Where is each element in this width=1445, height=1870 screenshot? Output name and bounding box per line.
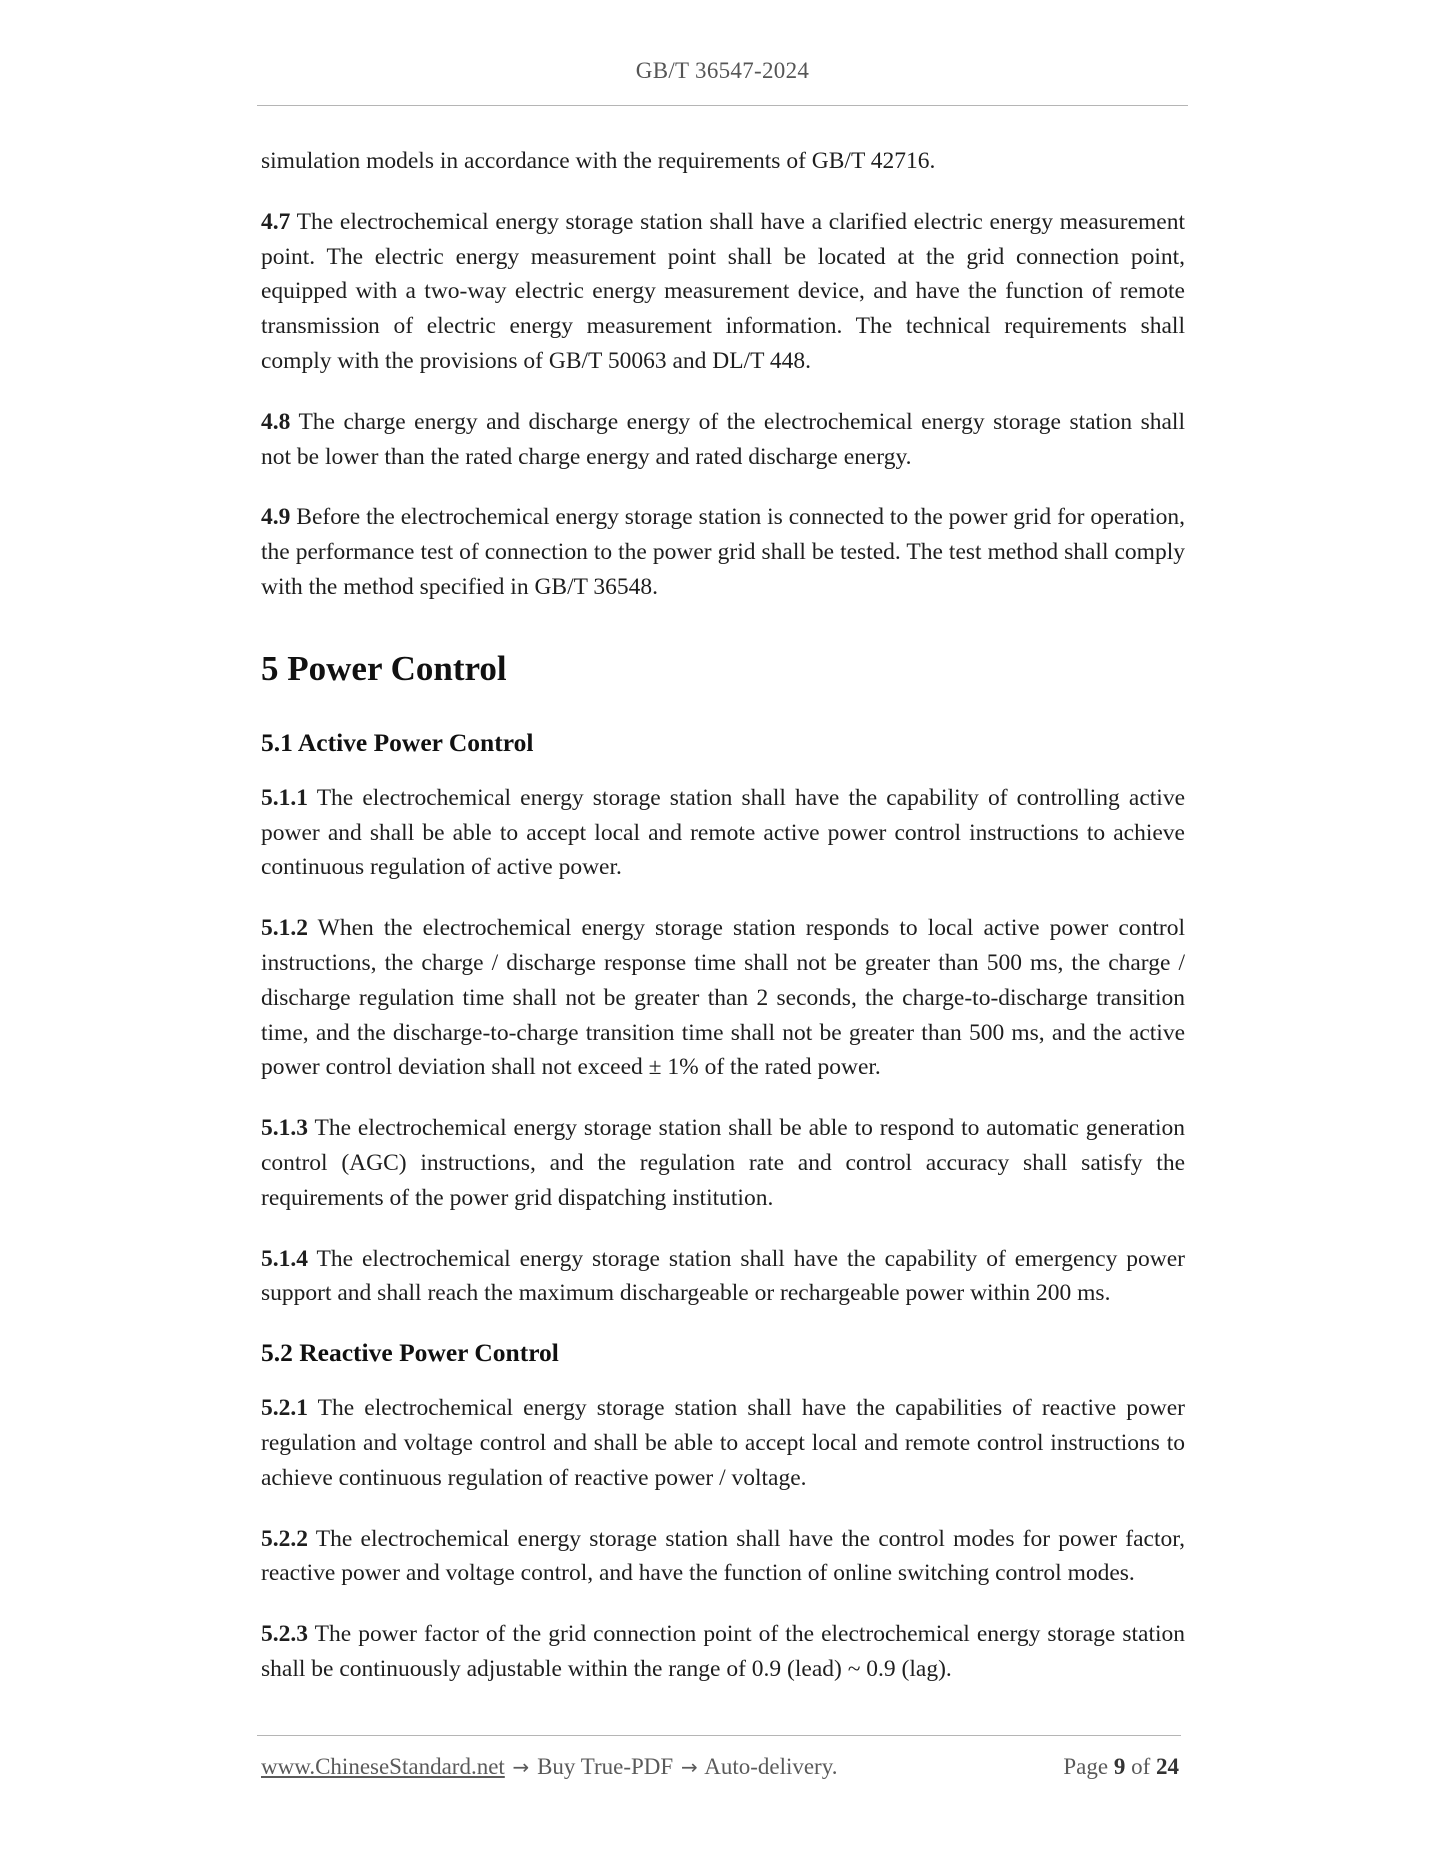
clause-number: 4.7 xyxy=(261,208,291,235)
of-label: of xyxy=(1131,1754,1151,1779)
clause-5-2-2 xyxy=(261,1522,1185,1592)
intro-text: simulation models in accordance with the requirements of GB/T 42716. xyxy=(261,148,936,174)
clause-5-1-4 xyxy=(261,1242,1185,1312)
buy-true-pdf-text: Buy True-PDF xyxy=(537,1754,674,1779)
footer-divider xyxy=(257,1735,1181,1736)
subsection-title-active-power: 5.1 Active Power Control xyxy=(261,727,534,757)
clause-number: 5.2.1 xyxy=(261,1395,308,1422)
intro-paragraph xyxy=(261,144,1185,179)
chinesestandard-link[interactable]: www.ChineseStandard.net xyxy=(261,1754,505,1779)
clause-5-1-2 xyxy=(261,911,1185,1085)
clause-number: 5.2.2 xyxy=(261,1525,308,1552)
clause-5-1-3 xyxy=(261,1111,1185,1215)
clause-4-8 xyxy=(261,405,1185,475)
page-content xyxy=(261,144,1185,1713)
header-doc-code: GB/T 36547-2024 xyxy=(635,58,810,83)
page-indicator xyxy=(1063,1754,1179,1780)
page-label: Page xyxy=(1063,1754,1109,1779)
clause-4-7 xyxy=(261,205,1185,379)
clause-text: The electrochemical energy storage station shall have the capability of emergency power support and shall reach the maximum dischargeable or rechargeable power within 200 ms. xyxy=(261,1245,1185,1307)
footer-left xyxy=(261,1754,837,1780)
auto-delivery-text: Auto-delivery. xyxy=(704,1754,838,1779)
clause-5-1-1 xyxy=(261,781,1185,885)
arrow-right-icon: → xyxy=(512,1755,530,1779)
clause-number: 5.1.1 xyxy=(261,784,308,811)
clause-number: 5.1.3 xyxy=(261,1115,308,1142)
clause-text: The electrochemical energy storage station shall have the capabilities of reactive power regulation and voltage control and shall be able to accept local and remote control instructions to achieve continuous regulation of reactive power / voltage. xyxy=(261,1395,1186,1491)
clause-text: The electrochemical energy storage station shall be able to respond to automatic generation control (AGC) instructions, and the regulation rate and control accuracy shall satisfy the requirements of the power grid dispatching institution. xyxy=(261,1115,1185,1211)
section-title-power-control: 5 Power Control xyxy=(261,648,507,688)
clause-text: The power factor of the grid connection point of the electrochemical energy storage station shall be continuously adjustable within the range of 0.9 (lead) ~ 0.9 (lag). xyxy=(261,1621,1186,1682)
clause-text: The electrochemical energy storage station shall have a clarified electric energy measurement point. The electric energy measurement point shall be located at the grid connection point, equipped with a two-way electric energy measurement device, and have the function of remote transmission of electric energy measurement information. The technical requirements shall comply with the provisions of GB/T 50063 and DL/T 448. xyxy=(261,208,1186,374)
clause-text: The electrochemical energy storage station shall have the capability of controlling active power and shall be able to accept local and remote active power control instructions to achieve continuous regulation of active power. xyxy=(261,784,1186,881)
clause-text: The electrochemical energy storage station shall have the control modes for power factor, reactive power and voltage control, and have the function of online switching control modes. xyxy=(261,1525,1185,1587)
page-footer xyxy=(261,1754,1179,1780)
clause-number: 5.2.3 xyxy=(261,1621,308,1648)
clause-text: When the electrochemical energy storage station responds to local active power control instructions, the charge / discharge response time shall not be greater than 500 ms, the charge / discharge regulation time shall not be greater than 2 seconds, the charge-to-discharge transition time, and the discharge-to-charge transition time shall not be greater than 500 ms, and the active power control deviation shall not exceed ± 1% of the rated power. xyxy=(261,915,1185,1081)
subsection-title-reactive-power: 5.2 Reactive Power Control xyxy=(261,1338,559,1368)
clause-number: 4.8 xyxy=(261,408,291,435)
clause-number: 4.9 xyxy=(261,504,291,531)
page-current: 9 xyxy=(1113,1754,1126,1779)
clause-5-2-3 xyxy=(261,1617,1185,1687)
arrow-right-icon: → xyxy=(680,1755,698,1779)
clause-number: 5.1.4 xyxy=(261,1245,308,1272)
page-total: 24 xyxy=(1156,1754,1179,1779)
clause-4-9 xyxy=(261,500,1185,604)
clause-text: Before the electrochemical energy storage station is connected to the power grid for operation, the performance test of connection to the power grid shall be tested. The test method shall comply with the method specified in GB/T 36548. xyxy=(261,504,1185,600)
clause-text: The charge energy and discharge energy of the electrochemical energy storage station shall not be lower than the rated charge energy and rated discharge energy. xyxy=(261,408,1185,470)
header-divider xyxy=(257,105,1188,106)
clause-number: 5.1.2 xyxy=(261,915,308,942)
clause-5-2-1 xyxy=(261,1391,1185,1495)
